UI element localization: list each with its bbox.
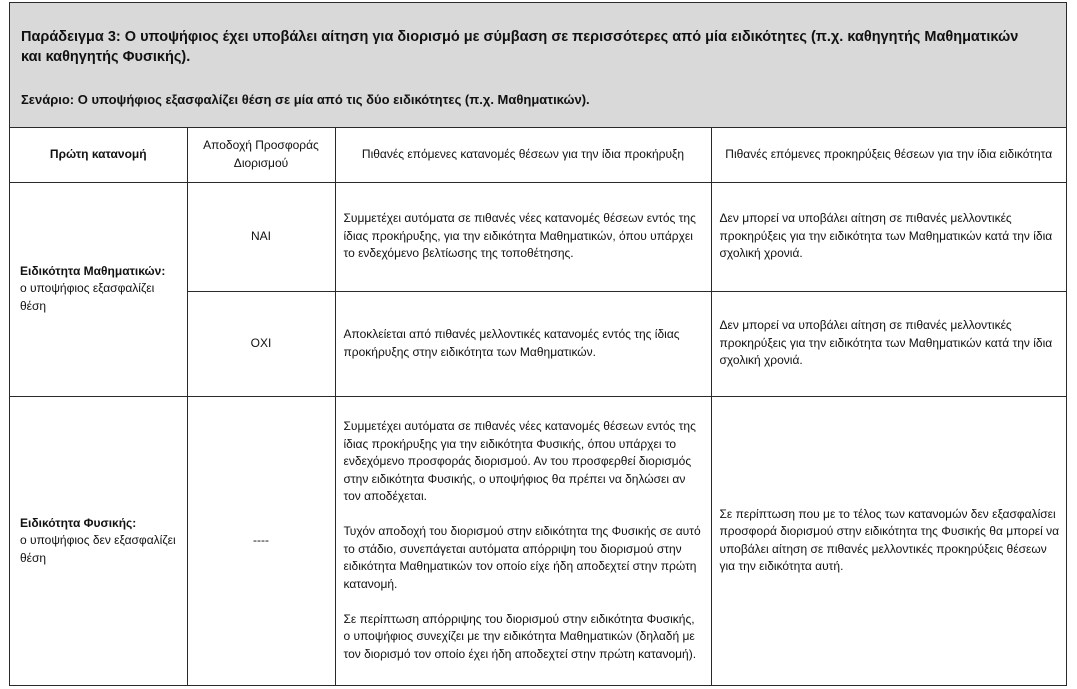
example-table-container [9,2,1067,686]
math-specialty-cell [10,182,187,396]
math-yes-allocations: Συμμετέχει αυτόματα σε πιθανές νέες κατανομές θέσεων εντός της ίδιας προκήρυξης, για την ειδικότητα Μαθηματικών, όπου υπάρχει το ενδεχόμενο βελτίωσης της τοποθέτησης. [335,182,711,291]
scenario-text: Σενάριο: Ο υποψήφιος εξασφαλίζει θέση σε μία από τις δύο ειδικότητες (π.χ. Μαθηματικών). [21,92,590,107]
table-header-row [10,128,1066,182]
example-header [10,3,1066,128]
column-header-acceptance [187,128,335,182]
math-no-allocations: Αποκλείεται από πιθανές μελλοντικές κατανομές εντός της ίδιας προκήρυξης στην ειδικότητα των Μαθηματικών. [335,291,711,396]
physics-specialty-name: Ειδικότητα Φυσικής: [20,515,137,530]
column-header-first-allocation-label: Πρώτη κατανομή [49,147,147,161]
column-header-next-announcements [711,128,1066,182]
math-no-announcements: Δεν μπορεί να υποβάλει αίτηση σε πιθανές μελλοντικές προκηρύξεις για την ειδικότητα των Μαθηματικών κατά την ίδια σχολική χρονιά. [711,291,1066,396]
physics-allocations-paragraph-1: Συμμετέχει αυτόματα σε πιθανές νέες κατανομές θέσεων εντός της ίδιας προκήρυξης για την ειδικότητα Φυσικής, όπου υπάρχει το ενδεχόμενο προσφοράς διορισμού. Αν του προσφερθεί διορισμός στην ειδικότητα Φυσικής, ο υποψήφιος θα πρέπει να δηλώσει αν τον αποδέχεται. [343,419,696,504]
table-row-physics [10,396,1066,685]
math-specialty-note: ο υποψήφιος εξασφαλίζει θέση [20,281,155,313]
column-header-first-allocation [10,128,187,182]
table-row-math-yes [10,182,1066,291]
physics-allocations-cell [335,396,711,685]
allocation-table [10,128,1066,685]
column-header-next-allocations-label: Πιθανές επόμενες κατανομές θέσεων για την ίδια προκήρυξη [361,147,685,161]
physics-acceptance: ---- [187,396,335,685]
column-header-next-allocations [335,128,711,182]
math-yes-acceptance: ΝΑΙ [187,182,335,291]
physics-specialty-note: ο υποψήφιος δεν εξασφαλίζει θέση [20,533,176,565]
physics-allocations-paragraph-3: Σε περίπτωση απόρριψης του διορισμού στην ειδικότητα Φυσικής, ο υποψήφιος συνεχίζει με την ειδικότητα Μαθηματικών (δηλαδή με τον διορισμό τον οποίο έχει ήδη αποδεχτεί στην πρώτη κατανομή). [343,611,697,661]
physics-specialty-cell [10,396,187,685]
example-title: Παράδειγμα 3: Ο υποψήφιος έχει υποβάλει αίτηση για διορισμό με σύμβαση σε περισσότερες από μία ειδικότητες (π.χ. καθηγητής Μαθηματικών και καθηγητής Φυσικής). [21,29,1019,65]
math-yes-announcements: Δεν μπορεί να υποβάλει αίτηση σε πιθανές μελλοντικές προκηρύξεις για την ειδικότητα των Μαθηματικών κατά την ίδια σχολική χρονιά. [711,182,1066,291]
physics-announcements: Σε περίπτωση που με το τέλος των κατανομών δεν εξασφαλίσει προσφορά διορισμού στην ειδικότητα της Φυσικής θα μπορεί να υποβάλει αίτηση σε πιθανές μελλοντικές προκηρύξεις θέσεων για την ειδικότητα αυτή. [711,396,1066,685]
math-no-acceptance: ΟΧΙ [187,291,335,396]
math-specialty-name: Ειδικότητα Μαθηματικών: [20,263,166,278]
column-header-acceptance-label: Αποδοχή Προσφοράς Διορισμού [203,138,319,170]
column-header-next-announcements-label: Πιθανές επόμενες προκηρύξεις θέσεων για την ίδια ειδικότητα [725,147,1053,161]
physics-allocations-paragraph-2: Τυχόν αποδοχή του διορισμού στην ειδικότητα της Φυσικής σε αυτό το στάδιο, συνεπάγεται αυτόματα απόρριψη του διορισμού στην ειδικότητα Μαθηματικών τον οποίο είχε ήδη αποδεχτεί στην πρώτη κατανομή. [343,524,701,591]
